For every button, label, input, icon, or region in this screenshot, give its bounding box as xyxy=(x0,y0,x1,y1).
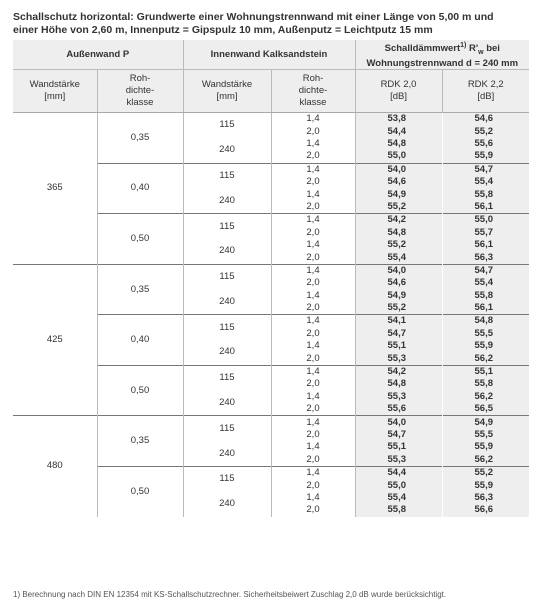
cell-rdk-2-0: 55,3 xyxy=(355,352,442,365)
cell-rohdichte-ks: 2,0 xyxy=(271,328,355,340)
cell-rohdichte-p: 0,40 xyxy=(97,163,183,214)
cell-rohdichte-ks: 1,4 xyxy=(271,239,355,251)
sound-insulation-table xyxy=(13,40,529,517)
cell-rohdichte-ks: 2,0 xyxy=(271,403,355,416)
cell-rdk-2-0: 55,2 xyxy=(355,201,442,214)
cell-wandstaerke-ks: 115 xyxy=(183,315,271,340)
cell-rohdichte-ks: 1,4 xyxy=(271,340,355,352)
cell-rohdichte-p: 0,35 xyxy=(97,416,183,467)
cell-rdk-2-2: 56,1 xyxy=(442,239,529,251)
cell-rdk-2-0: 55,3 xyxy=(355,454,442,467)
cell-rohdichte-ks: 2,0 xyxy=(271,479,355,491)
header-wandstaerke-p xyxy=(13,70,97,113)
cell-rdk-2-0: 54,1 xyxy=(355,315,442,328)
cell-rohdichte-ks: 2,0 xyxy=(271,302,355,315)
cell-rdk-2-2: 55,6 xyxy=(442,138,529,150)
cell-rohdichte-p: 0,50 xyxy=(97,466,183,516)
header-rdk-2-2 xyxy=(442,70,529,113)
db-label: [dB] xyxy=(390,91,407,103)
mm-label: [mm] xyxy=(44,91,66,103)
cell-rohdichte-ks: 2,0 xyxy=(271,504,355,516)
cell-rohdichte-ks: 1,4 xyxy=(271,264,355,277)
cell-rohdichte-ks: 2,0 xyxy=(271,125,355,137)
table-body xyxy=(13,113,529,517)
cell-wandstaerke-ks: 115 xyxy=(183,466,271,491)
cell-rdk-2-2: 55,0 xyxy=(442,214,529,227)
cell-rdk-2-2: 55,5 xyxy=(442,328,529,340)
cell-rdk-2-2: 56,6 xyxy=(442,504,529,516)
db-label: [dB] xyxy=(477,91,495,103)
cell-rdk-2-0: 54,2 xyxy=(355,365,442,378)
cell-rohdichte-p: 0,50 xyxy=(97,365,183,416)
cell-rohdichte-ks: 1,4 xyxy=(271,466,355,479)
cell-rdk-2-2: 56,2 xyxy=(442,454,529,467)
cell-rdk-2-2: 55,8 xyxy=(442,290,529,302)
cell-rohdichte-ks: 1,4 xyxy=(271,138,355,150)
header-innenwand: Innenwand Kalksandstein xyxy=(183,40,355,70)
cell-rohdichte-ks: 1,4 xyxy=(271,492,355,504)
cell-wandstaerke-ks: 240 xyxy=(183,188,271,213)
cell-rdk-2-0: 55,4 xyxy=(355,492,442,504)
cell-rohdichte-ks: 2,0 xyxy=(271,429,355,441)
klasse-label: klasse xyxy=(126,97,154,109)
cell-rdk-2-2: 54,6 xyxy=(442,113,529,126)
header-rohdichte-ks xyxy=(271,70,355,113)
cell-rohdichte-ks: 1,4 xyxy=(271,188,355,200)
cell-rdk-2-0: 53,8 xyxy=(355,113,442,126)
cell-rdk-2-0: 54,6 xyxy=(355,277,442,289)
cell-wandstaerke-p: 425 xyxy=(13,264,97,416)
cell-rdk-2-0: 55,0 xyxy=(355,479,442,491)
cell-rdk-2-0: 54,0 xyxy=(355,416,442,429)
cell-wandstaerke-p: 365 xyxy=(46,182,63,194)
header-aussenwand: Außenwand P xyxy=(13,40,183,70)
cell-rdk-2-0: 54,0 xyxy=(355,163,442,176)
cell-wandstaerke-ks: 240 xyxy=(183,340,271,365)
klasse-label: klasse xyxy=(299,97,327,109)
cell-rdk-2-2: 55,8 xyxy=(442,378,529,390)
cell-rdk-2-2: 54,8 xyxy=(442,315,529,328)
table-caption xyxy=(13,11,523,37)
cell-rdk-2-2: 54,9 xyxy=(442,416,529,429)
cell-rdk-2-0: 55,6 xyxy=(355,403,442,416)
cell-rdk-2-2: 56,1 xyxy=(442,201,529,214)
cell-rdk-2-2: 56,2 xyxy=(442,352,529,365)
dichte-label: dichte- xyxy=(125,85,155,97)
wandstaerke-label: Wandstärke xyxy=(29,79,80,91)
cell-rdk-2-0: 54,8 xyxy=(355,227,442,239)
cell-wandstaerke-ks: 115 xyxy=(183,214,271,239)
cell-wandstaerke-ks: 115 xyxy=(183,163,271,188)
cell-rohdichte-ks: 1,4 xyxy=(271,214,355,227)
cell-wandstaerke-ks: 115 xyxy=(183,264,271,289)
cell-wandstaerke-ks: 240 xyxy=(183,138,271,163)
cell-wandstaerke-ks: 115 xyxy=(183,113,271,138)
cell-rohdichte-ks: 1,4 xyxy=(271,315,355,328)
cell-wandstaerke-ks: 240 xyxy=(183,492,271,517)
cell-rdk-2-0: 55,2 xyxy=(355,302,442,315)
cell-rdk-2-2: 56,2 xyxy=(442,391,529,403)
schall-line-2: Wohnungstrennwand d = 240 mm xyxy=(366,58,519,70)
wandstaerke-label: Wandstärke xyxy=(201,79,253,91)
cell-wandstaerke-ks: 240 xyxy=(183,290,271,315)
cell-rdk-2-2: 55,9 xyxy=(442,441,529,453)
cell-wandstaerke-ks: 240 xyxy=(183,391,271,416)
rdk-2-2-label: RDK 2,2 xyxy=(467,79,504,91)
cell-rdk-2-0: 54,7 xyxy=(355,328,442,340)
cell-rdk-2-0: 54,9 xyxy=(355,290,442,302)
cell-rdk-2-0: 55,0 xyxy=(355,150,442,163)
cell-rdk-2-0: 54,9 xyxy=(355,188,442,200)
cell-rdk-2-0: 54,7 xyxy=(355,429,442,441)
footnote: 1) Berechnung nach DIN EN 12354 mit KS-Schallschutzrechner. Sicherheitsbeiwert Zuschlag 2,0 dB wurde berücksichtigt. xyxy=(13,590,447,599)
cell-rdk-2-2: 56,3 xyxy=(442,492,529,504)
cell-rohdichte-ks: 2,0 xyxy=(271,150,355,163)
caption-line-1: Schallschutz horizontal: Grundwerte einer Wohnungstrennwand mit einer Länge von 5,00 m und xyxy=(13,11,494,23)
cell-rdk-2-2: 55,2 xyxy=(442,125,529,137)
schall-bei: bei xyxy=(486,43,500,55)
cell-rdk-2-0: 55,1 xyxy=(355,441,442,453)
cell-rdk-2-0: 54,4 xyxy=(355,125,442,137)
cell-rdk-2-0: 54,2 xyxy=(355,214,442,227)
cell-rohdichte-ks: 1,4 xyxy=(271,163,355,176)
cell-wandstaerke-ks: 115 xyxy=(183,365,271,390)
cell-rohdichte-p: 0,40 xyxy=(97,315,183,366)
table-row xyxy=(13,416,529,429)
cell-wandstaerke-ks: 240 xyxy=(183,441,271,466)
cell-rdk-2-0: 54,4 xyxy=(355,466,442,479)
cell-rohdichte-ks: 1,4 xyxy=(271,365,355,378)
header-rdk-2-0 xyxy=(355,70,442,113)
header-schalldaemmwert xyxy=(355,40,529,70)
header-rohdichte-p xyxy=(97,70,183,113)
cell-rdk-2-2: 56,3 xyxy=(442,251,529,264)
cell-rohdichte-p: 0,50 xyxy=(97,214,183,265)
cell-rohdichte-ks: 2,0 xyxy=(271,378,355,390)
roh-label: Roh- xyxy=(129,73,151,85)
cell-rohdichte-ks: 1,4 xyxy=(271,416,355,429)
cell-rohdichte-ks: 2,0 xyxy=(271,454,355,467)
cell-rohdichte-ks: 1,4 xyxy=(271,290,355,302)
cell-rohdichte-ks: 1,4 xyxy=(271,113,355,126)
schall-symbol-sub: w xyxy=(478,49,484,57)
cell-rdk-2-0: 55,1 xyxy=(355,340,442,352)
cell-rdk-2-2: 55,8 xyxy=(442,188,529,200)
cell-rohdichte-ks: 2,0 xyxy=(271,277,355,289)
cell-rohdichte-ks: 1,4 xyxy=(271,441,355,453)
cell-rdk-2-2: 55,4 xyxy=(442,176,529,188)
cell-rohdichte-ks: 2,0 xyxy=(271,251,355,264)
cell-rdk-2-2: 55,9 xyxy=(442,340,529,352)
cell-rohdichte-ks: 2,0 xyxy=(271,176,355,188)
cell-wandstaerke-ks: 240 xyxy=(183,239,271,264)
cell-rdk-2-2: 54,7 xyxy=(442,264,529,277)
cell-rdk-2-0: 54,0 xyxy=(355,264,442,277)
cell-rdk-2-0: 54,8 xyxy=(355,138,442,150)
roh-label: Roh- xyxy=(302,73,324,85)
cell-rdk-2-0: 55,2 xyxy=(355,239,442,251)
mm-label: [mm] xyxy=(216,91,238,103)
cell-rohdichte-ks: 2,0 xyxy=(271,352,355,365)
schall-symbol: R' xyxy=(468,43,479,55)
table-row xyxy=(13,264,529,277)
rdk-2-0-label: RDK 2,0 xyxy=(380,79,417,91)
dichte-label: dichte- xyxy=(298,85,328,97)
cell-rdk-2-2: 55,1 xyxy=(442,365,529,378)
cell-rohdichte-p: 0,35 xyxy=(97,113,183,164)
cell-wandstaerke-p: 480 xyxy=(13,416,97,517)
cell-rohdichte-p: 0,35 xyxy=(97,264,183,315)
cell-rdk-2-0: 55,3 xyxy=(355,391,442,403)
cell-rohdichte-ks: 2,0 xyxy=(271,201,355,214)
cell-rdk-2-0: 55,4 xyxy=(355,251,442,264)
cell-rohdichte-ks: 2,0 xyxy=(271,227,355,239)
table-row xyxy=(13,113,529,126)
schall-label: Schalldämmwert xyxy=(384,43,461,55)
cell-rdk-2-2: 55,2 xyxy=(442,466,529,479)
caption-line-2: einer Höhe von 2,60 m, Innenputz = Gipspulz 10 mm, Außenputz = Leichtputz 15 mm xyxy=(13,24,433,36)
cell-rdk-2-2: 56,1 xyxy=(442,302,529,315)
cell-wandstaerke-ks: 115 xyxy=(183,416,271,441)
cell-rdk-2-0: 55,8 xyxy=(355,504,442,516)
cell-rdk-2-0: 54,8 xyxy=(355,378,442,390)
header-wandstaerke-ks xyxy=(183,70,271,113)
cell-rdk-2-0: 54,6 xyxy=(355,176,442,188)
cell-rdk-2-2: 55,9 xyxy=(442,479,529,491)
cell-rdk-2-2: 55,9 xyxy=(442,150,529,163)
cell-rdk-2-2: 55,5 xyxy=(442,429,529,441)
cell-rdk-2-2: 55,7 xyxy=(442,227,529,239)
schall-footnote-ref: 1) xyxy=(460,42,467,49)
cell-rdk-2-2: 54,7 xyxy=(442,163,529,176)
cell-rdk-2-2: 56,5 xyxy=(442,403,529,416)
cell-rohdichte-ks: 1,4 xyxy=(271,391,355,403)
cell-rdk-2-2: 55,4 xyxy=(442,277,529,289)
